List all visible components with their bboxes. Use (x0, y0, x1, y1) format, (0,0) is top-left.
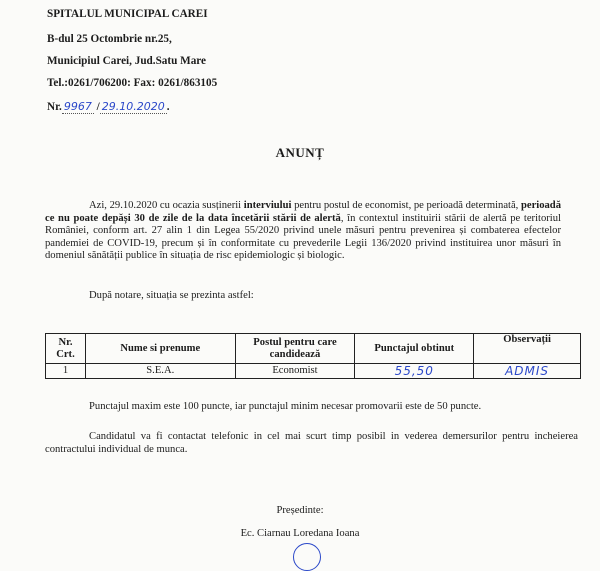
scoring-rule: Punctajul maxim este 100 puncte, iar punctajul minim necesar promovarii este de 50 puncte. (89, 401, 482, 412)
signature-stamp (293, 543, 321, 571)
announcement-paragraph (45, 200, 561, 263)
nr-separator: / (96, 101, 100, 113)
p1-bold-period: perioadă ce nu poate depăși 30 de zile de la data încetării stării de alertă (45, 200, 561, 224)
p1-bold-interview: interviului (243, 200, 292, 211)
results-intro: După notare, situația se prezinta astfel: (89, 290, 254, 301)
p1-text-c: pentru postul de economist, pe perioadă determinată, (291, 200, 521, 211)
cell-observation: ADMIS (474, 364, 581, 379)
institution-contact: Tel.:0261/706200: Fax: 0261/863105 (47, 77, 218, 89)
contact-note: Candidatul va fi contactat telefonic in cel mai scurt timp posibil in vederea demersurilor pentru incheierea contractului individual de munca. (45, 431, 578, 455)
institution-name: SPITALUL MUNICIPAL CAREI (47, 8, 208, 20)
table-header-row (46, 334, 581, 364)
registration-number (47, 100, 170, 113)
nr-end: . (166, 101, 170, 113)
nr-label: Nr. (47, 101, 62, 113)
cell-name: S.E.A. (85, 364, 235, 379)
nr-value: 9967 (63, 100, 92, 113)
table-row (46, 364, 581, 379)
document-title: ANUNȚ (275, 145, 325, 160)
header-nr-crt: Nr. Crt. (46, 334, 86, 364)
header-name: Nume si prenume (85, 334, 235, 364)
nr-date: 29.10.2020 (101, 100, 165, 113)
signature-name: Ec. Ciarnau Loredana Ioana (240, 528, 360, 539)
results-table (45, 333, 581, 379)
institution-city: Municipiul Carei, Jud.Satu Mare (47, 55, 207, 67)
signature-role: Președinte: (276, 505, 324, 516)
header-score: Punctajul obtinut (355, 334, 474, 364)
cell-score: 55,50 (355, 364, 474, 379)
p1-text-a: Azi, 29.10.2020 cu ocazia susținerii (89, 200, 244, 211)
institution-address: B-dul 25 Octombrie nr.25, (47, 33, 172, 45)
cell-nr: 1 (46, 364, 86, 379)
header-observations: Observații (474, 334, 581, 364)
header-position: Postul pentru care candidează (235, 334, 355, 364)
cell-position: Economist (235, 364, 355, 379)
p1-text-e: , în contextul instituirii stării de alertă pe teritoriul României, conform art. 27 alin 1 din Legea 55/2020 privind unele măsuri pentru prevenirea și combaterea efectelor pandemiei de COVID-19, precum și în conformitate cu prevederile Legii 136/2020 privind instituirea unor măsuri în domeniul sănătății publice în situația de risc epidemiologic și biologic. (45, 212, 561, 262)
